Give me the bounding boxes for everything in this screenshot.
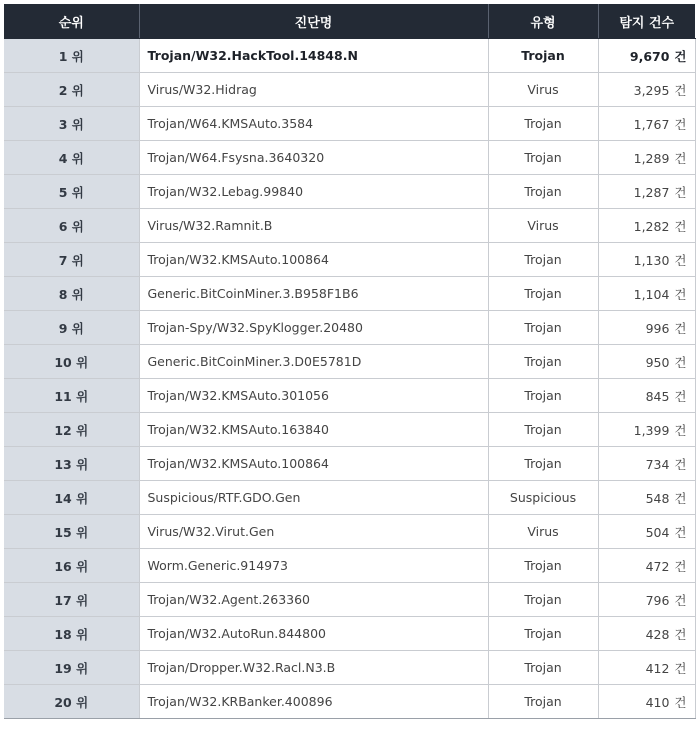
table-row bbox=[4, 685, 695, 719]
detection-count-value: 1,399 bbox=[633, 422, 670, 438]
rank-cell: 7 위 bbox=[4, 243, 139, 277]
rank-cell: 5 위 bbox=[4, 175, 139, 209]
detection-count-unit: 건 bbox=[674, 456, 687, 472]
rank-cell: 15 위 bbox=[4, 515, 139, 549]
malware-type-cell: Trojan bbox=[488, 175, 598, 209]
detection-count-cell bbox=[598, 651, 695, 685]
detection-count-unit: 건 bbox=[674, 524, 687, 540]
detection-name-cell: Virus/W32.Ramnit.B bbox=[139, 209, 488, 243]
table-row bbox=[4, 651, 695, 685]
table-row bbox=[4, 107, 695, 141]
detection-count-cell bbox=[598, 447, 695, 481]
table-row bbox=[4, 73, 695, 107]
header-type: 유형 bbox=[488, 4, 598, 39]
detection-count-cell bbox=[598, 481, 695, 515]
detection-count-cell bbox=[598, 685, 695, 719]
table-row bbox=[4, 617, 695, 651]
table-row bbox=[4, 345, 695, 379]
rank-cell: 12 위 bbox=[4, 413, 139, 447]
detection-count-cell bbox=[598, 583, 695, 617]
rank-cell: 20 위 bbox=[4, 685, 139, 719]
malware-type-cell: Trojan bbox=[488, 107, 598, 141]
detection-count-value: 996 bbox=[645, 320, 670, 336]
detection-name-cell: Trojan/W32.KMSAuto.100864 bbox=[139, 447, 488, 481]
detection-count-value: 9,670 bbox=[629, 48, 670, 64]
detection-name-cell: Trojan/W32.HackTool.14848.N bbox=[139, 39, 488, 73]
detection-count-cell bbox=[598, 141, 695, 175]
malware-type-cell: Trojan bbox=[488, 311, 598, 345]
rank-cell: 9 위 bbox=[4, 311, 139, 345]
table-row bbox=[4, 141, 695, 175]
rank-cell: 6 위 bbox=[4, 209, 139, 243]
table-row bbox=[4, 481, 695, 515]
detection-name-cell: Suspicious/RTF.GDO.Gen bbox=[139, 481, 488, 515]
detection-count-value: 734 bbox=[645, 456, 670, 472]
detection-name-cell: Trojan/W32.KMSAuto.301056 bbox=[139, 379, 488, 413]
detection-count-unit: 건 bbox=[674, 252, 687, 268]
detection-ranking-table bbox=[4, 4, 696, 719]
detection-count-unit: 건 bbox=[674, 694, 687, 710]
table-row bbox=[4, 39, 695, 73]
detection-count-cell bbox=[598, 311, 695, 345]
detection-count-value: 1,104 bbox=[633, 286, 670, 302]
table-body bbox=[4, 39, 695, 719]
rank-cell: 14 위 bbox=[4, 481, 139, 515]
detection-ranking-table-container bbox=[4, 4, 695, 719]
rank-cell: 10 위 bbox=[4, 345, 139, 379]
detection-count-unit: 건 bbox=[674, 320, 687, 336]
detection-count-unit: 건 bbox=[674, 150, 687, 166]
detection-count-cell bbox=[598, 549, 695, 583]
detection-count-cell bbox=[598, 345, 695, 379]
detection-count-value: 1,282 bbox=[633, 218, 670, 234]
malware-type-cell: Virus bbox=[488, 209, 598, 243]
malware-type-cell: Trojan bbox=[488, 413, 598, 447]
detection-name-cell: Trojan/W64.Fsysna.3640320 bbox=[139, 141, 488, 175]
detection-name-cell: Trojan/W32.KMSAuto.163840 bbox=[139, 413, 488, 447]
malware-type-cell: Trojan bbox=[488, 141, 598, 175]
malware-type-cell: Trojan bbox=[488, 277, 598, 311]
rank-cell: 8 위 bbox=[4, 277, 139, 311]
detection-count-unit: 건 bbox=[674, 660, 687, 676]
detection-count-cell bbox=[598, 107, 695, 141]
detection-count-value: 796 bbox=[645, 592, 670, 608]
detection-name-cell: Trojan/W32.Lebag.99840 bbox=[139, 175, 488, 209]
detection-count-value: 1,289 bbox=[633, 150, 670, 166]
detection-count-unit: 건 bbox=[674, 184, 687, 200]
header-name: 진단명 bbox=[139, 4, 488, 39]
rank-cell: 17 위 bbox=[4, 583, 139, 617]
detection-name-cell: Trojan/W64.KMSAuto.3584 bbox=[139, 107, 488, 141]
detection-count-value: 472 bbox=[645, 558, 670, 574]
detection-count-cell bbox=[598, 379, 695, 413]
detection-count-value: 1,287 bbox=[633, 184, 670, 200]
table-row bbox=[4, 515, 695, 549]
table-row bbox=[4, 379, 695, 413]
table-row bbox=[4, 243, 695, 277]
table-row bbox=[4, 277, 695, 311]
detection-count-unit: 건 bbox=[674, 422, 687, 438]
detection-name-cell: Generic.BitCoinMiner.3.B958F1B6 bbox=[139, 277, 488, 311]
malware-type-cell: Trojan bbox=[488, 379, 598, 413]
detection-name-cell: Trojan-Spy/W32.SpyKlogger.20480 bbox=[139, 311, 488, 345]
detection-name-cell: Generic.BitCoinMiner.3.D0E5781D bbox=[139, 345, 488, 379]
detection-count-cell bbox=[598, 617, 695, 651]
header-rank: 순위 bbox=[4, 4, 139, 39]
detection-count-unit: 건 bbox=[674, 116, 687, 132]
detection-count-cell bbox=[598, 515, 695, 549]
detection-count-unit: 건 bbox=[674, 626, 687, 642]
malware-type-cell: Trojan bbox=[488, 583, 598, 617]
detection-count-value: 504 bbox=[645, 524, 670, 540]
header-count: 탐지 건수 bbox=[598, 4, 695, 39]
detection-name-cell: Virus/W32.Hidrag bbox=[139, 73, 488, 107]
detection-count-cell bbox=[598, 209, 695, 243]
detection-count-unit: 건 bbox=[674, 558, 687, 574]
detection-count-unit: 건 bbox=[674, 354, 687, 370]
detection-count-value: 950 bbox=[645, 354, 670, 370]
malware-type-cell: Suspicious bbox=[488, 481, 598, 515]
detection-count-value: 1,767 bbox=[633, 116, 670, 132]
detection-count-value: 845 bbox=[645, 388, 670, 404]
table-row bbox=[4, 447, 695, 481]
detection-name-cell: Trojan/W32.AutoRun.844800 bbox=[139, 617, 488, 651]
rank-cell: 4 위 bbox=[4, 141, 139, 175]
malware-type-cell: Trojan bbox=[488, 685, 598, 719]
table-row bbox=[4, 175, 695, 209]
malware-type-cell: Trojan bbox=[488, 243, 598, 277]
detection-name-cell: Trojan/W32.KRBanker.400896 bbox=[139, 685, 488, 719]
rank-cell: 3 위 bbox=[4, 107, 139, 141]
table-row bbox=[4, 209, 695, 243]
detection-name-cell: Trojan/W32.Agent.263360 bbox=[139, 583, 488, 617]
table-header bbox=[4, 4, 695, 39]
detection-count-cell bbox=[598, 243, 695, 277]
detection-count-unit: 건 bbox=[674, 48, 687, 64]
rank-cell: 18 위 bbox=[4, 617, 139, 651]
detection-count-value: 412 bbox=[645, 660, 670, 676]
malware-type-cell: Trojan bbox=[488, 617, 598, 651]
detection-count-value: 548 bbox=[645, 490, 670, 506]
malware-type-cell: Trojan bbox=[488, 345, 598, 379]
rank-cell: 11 위 bbox=[4, 379, 139, 413]
table-row bbox=[4, 413, 695, 447]
rank-cell: 2 위 bbox=[4, 73, 139, 107]
malware-type-cell: Virus bbox=[488, 515, 598, 549]
detection-count-cell bbox=[598, 39, 695, 73]
header-row bbox=[4, 4, 695, 39]
detection-count-value: 410 bbox=[645, 694, 670, 710]
detection-count-unit: 건 bbox=[674, 388, 687, 404]
table-row bbox=[4, 549, 695, 583]
table-row bbox=[4, 311, 695, 345]
detection-count-value: 428 bbox=[645, 626, 670, 642]
detection-count-value: 1,130 bbox=[633, 252, 670, 268]
malware-type-cell: Trojan bbox=[488, 447, 598, 481]
detection-count-unit: 건 bbox=[674, 218, 687, 234]
rank-cell: 19 위 bbox=[4, 651, 139, 685]
detection-count-unit: 건 bbox=[674, 490, 687, 506]
detection-name-cell: Trojan/W32.KMSAuto.100864 bbox=[139, 243, 488, 277]
rank-cell: 1 위 bbox=[4, 39, 139, 73]
detection-count-cell bbox=[598, 277, 695, 311]
detection-count-cell bbox=[598, 413, 695, 447]
rank-cell: 13 위 bbox=[4, 447, 139, 481]
malware-type-cell: Trojan bbox=[488, 549, 598, 583]
detection-count-unit: 건 bbox=[674, 286, 687, 302]
detection-count-value: 3,295 bbox=[633, 82, 670, 98]
detection-name-cell: Virus/W32.Virut.Gen bbox=[139, 515, 488, 549]
detection-count-unit: 건 bbox=[674, 592, 687, 608]
rank-cell: 16 위 bbox=[4, 549, 139, 583]
detection-count-cell bbox=[598, 73, 695, 107]
malware-type-cell: Trojan bbox=[488, 651, 598, 685]
detection-count-cell bbox=[598, 175, 695, 209]
detection-name-cell: Worm.Generic.914973 bbox=[139, 549, 488, 583]
malware-type-cell: Trojan bbox=[488, 39, 598, 73]
detection-count-unit: 건 bbox=[674, 82, 687, 98]
malware-type-cell: Virus bbox=[488, 73, 598, 107]
table-row bbox=[4, 583, 695, 617]
detection-name-cell: Trojan/Dropper.W32.Racl.N3.B bbox=[139, 651, 488, 685]
